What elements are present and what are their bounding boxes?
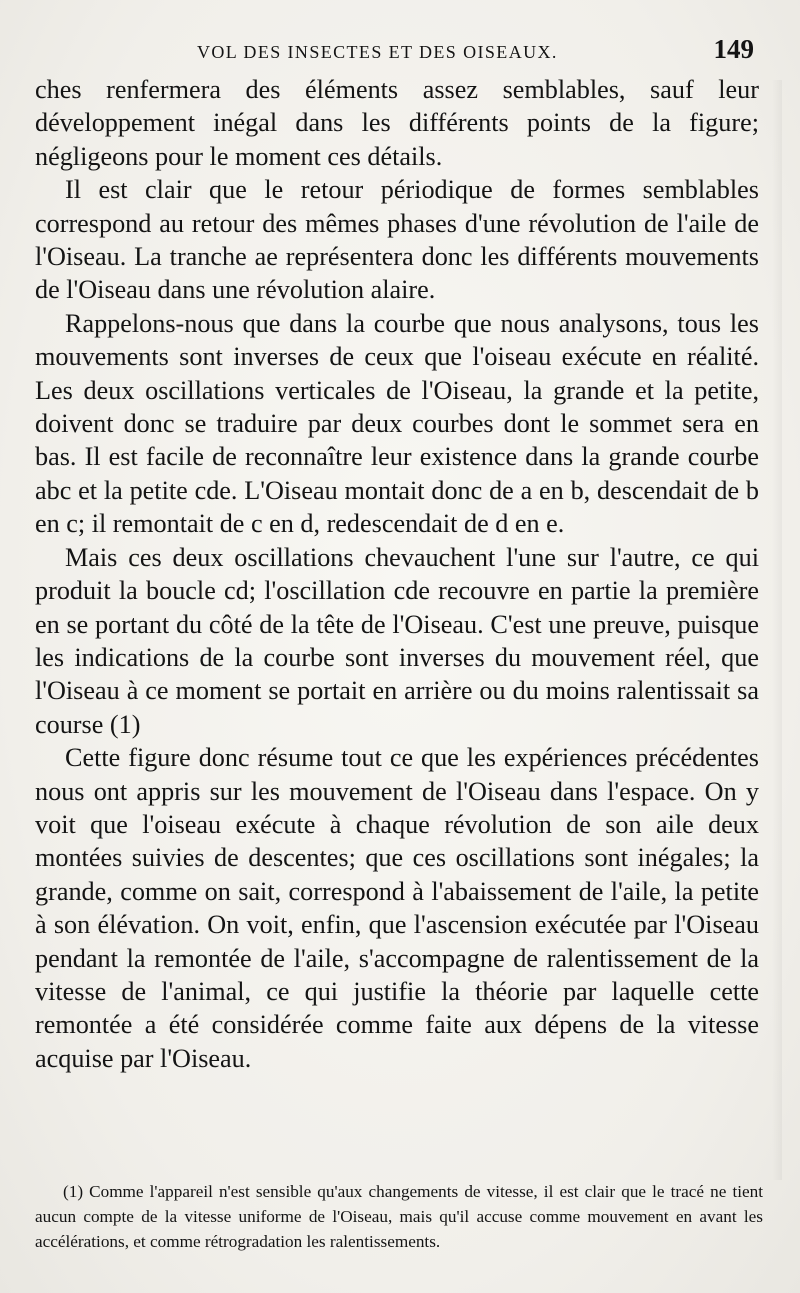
page-edge-shadow xyxy=(772,80,782,1180)
paragraph: Mais ces deux oscillations chevauchent l'une sur l'autre, ce qui produit la boucle cd; l'oscillation cde recouvre en partie la première en se portant du côté de la tête de l'Oiseau. C'est une preuve, puisque les indications de la courbe sont inverses du mouvement réel, que l'Oiseau à ce moment se portait en arrière ou du moins ralentissait sa course (1) xyxy=(35,542,759,739)
paragraph: Il est clair que le retour périodique de formes semblables correspond au retour des mêmes phases d'une révolution de l'aile de l'Oiseau. La tranche ae représentera donc les différents mouvements de l'Oiseau dans une révolution alaire. xyxy=(35,175,759,305)
footnote: (1) Comme l'appareil n'est sensible qu'aux changements de vitesse, il est clair que le tracé ne tient aucun compte de la vitesse uniforme de l'Oiseau, mais qu'il accuse comme mouvement en avant les accélérations, et comme rétrogradation les ralentissements. xyxy=(35,1182,763,1251)
body-text xyxy=(35,73,759,1075)
footnotes xyxy=(35,1180,763,1254)
page-number: 149 xyxy=(713,34,754,64)
paragraph: Cette figure donc résume tout ce que les expériences précédentes nous ont appris sur les mouvement de l'Oiseau dans l'espace. On y voit que l'oiseau exécute à chaque révolution de son aile deux montées suivies de descentes; que ces oscillations sont inégales; la grande, comme on sait, correspond à l'abaissement de l'aile, la petite à son élévation. On voit, enfin, que l'ascension exécutée par l'Oiseau pendant la remontée de l'aile, s'accompagne de ralentissement de la vitesse de l'animal, ce qui justifie la théorie par laquelle cette remontée a été considérée comme faite aux dépens de la vitesse acquise par l'Oiseau. xyxy=(35,743,759,1073)
page-header xyxy=(0,36,800,72)
paragraph: Rappelons-nous que dans la courbe que nous analysons, tous les mouvements sont inverses de ceux que l'oiseau exécute en réalité. Les deux oscillations verticales de l'Oiseau, la grande et la petite, doivent donc se traduire par deux courbes dont le sommet sera en bas. Il est facile de reconnaître leur existence dans la grande courbe abc et la petite cde. L'Oiseau montait donc de a en b, descendait de b en c; il remontait de c en d, redescendait de d en e. xyxy=(35,308,759,539)
running-title: VOL DES INSECTES ET DES OISEAUX. xyxy=(197,42,558,62)
paragraph-continuation: ches renfermera des éléments assez semblables, sauf leur développement inégal dans les différents points de la figure; négligeons pour le moment ces détails. xyxy=(35,75,759,171)
